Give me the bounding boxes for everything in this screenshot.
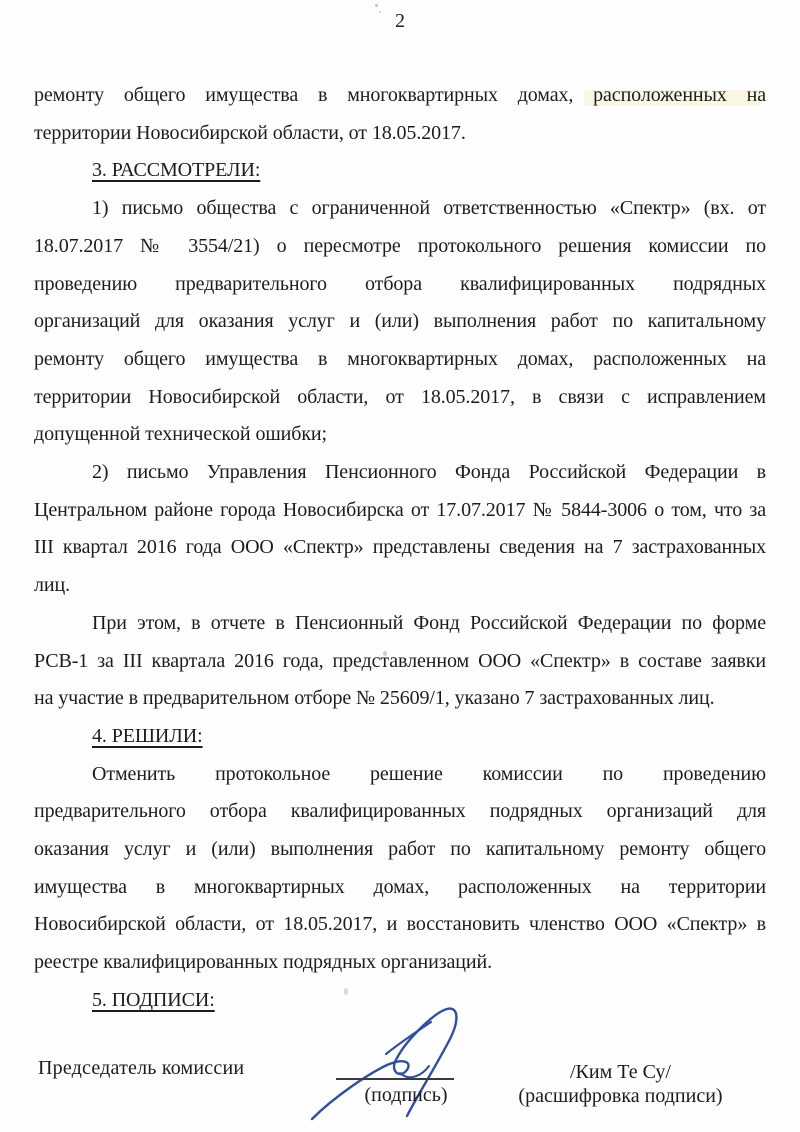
section-heading-line: [34, 718, 766, 756]
paragraph-line: территории Новосибирской области, от 18.05.2017.: [34, 121, 466, 144]
paragraph-line: Новосибирской области, от 18.05.2017, и восстановить членство ООО «Спектр» в: [34, 913, 766, 936]
section-heading-reshili: 4. РЕШИЛИ:: [92, 724, 203, 747]
signature-line: [336, 1078, 454, 1080]
paragraph-line: ремонту общего имущества в многоквартирных домах, расположенных на: [34, 84, 766, 106]
paragraph-line: Центральном районе города Новосибирска от 17.07.2017 № 5844-3006 о том, что за: [34, 498, 766, 521]
signer-name-caption: (расшифровка подписи): [518, 1085, 723, 1107]
paragraph-line: реестре квалифицированных подрядных организаций.: [34, 951, 492, 974]
paragraph-line: оказания услуг и (или) выполнения работ по капитальному ремонту общего: [34, 838, 766, 861]
paragraph-line: ремонту общего имущества в многоквартирных домах, расположенных на: [34, 347, 766, 370]
scan-artifact: [375, 4, 378, 7]
paragraph-line: территории Новосибирской области, от 18.05.2017, в связи с исправлением: [34, 385, 766, 408]
paragraph-line: допущенной технической ошибки;: [34, 423, 327, 446]
page-number: 2: [395, 10, 405, 32]
paragraph-line: 1) письмо общества с ограниченной ответственностью «Спектр» (вх. от: [92, 197, 766, 220]
signer-name-block: [518, 1060, 723, 1108]
paragraph-line: РСВ-1 за III квартала 2016 года, представленном ООО «Спектр» в составе заявки: [34, 649, 766, 672]
signer-name: /Ким Те Су/: [570, 1061, 671, 1083]
section-heading-line: [34, 982, 766, 1020]
paragraph-line: проведению предварительного отбора квалифицированных подрядных: [34, 272, 766, 295]
paragraph-line: 2) письмо Управления Пенсионного Фонда Российской Федерации в: [92, 461, 766, 484]
paragraph-line: предварительного отбора квалифицированных подрядных организаций для: [34, 800, 766, 823]
section-heading-line: [34, 152, 766, 190]
scan-artifact: [379, 11, 381, 13]
paragraph-line: При этом, в отчете в Пенсионный Фонд Российской Федерации по форме: [92, 611, 766, 634]
paragraph-line: 18.07.2017 № 3554/21) о пересмотре протокольного решения комиссии по: [34, 234, 766, 257]
section-heading-rassmotreli: 3. РАССМОТРЕЛИ:: [92, 159, 261, 182]
paragraph-line: на участие в предварительном отборе № 25609/1, указано 7 застрахованных лиц.: [34, 687, 715, 710]
signer-role-label: Председатель комиссии: [38, 1057, 245, 1079]
signature-caption: (подпись): [364, 1084, 448, 1106]
section-heading-podpisi: 5. ПОДПИСИ:: [92, 988, 215, 1011]
document-body: [0, 77, 800, 1020]
handwritten-signature: [306, 1004, 471, 1126]
paragraph-line: организаций для оказания услуг и (или) выполнения работ по капитальному: [34, 310, 766, 333]
paragraph-line: III квартал 2016 года ООО «Спектр» представлены сведения на 7 застрахованных: [34, 536, 766, 559]
paragraph-line: лиц.: [34, 574, 70, 597]
paragraph-line: Отменить протокольное решение комиссии по проведению: [92, 762, 766, 785]
paragraph-line: имущества в многоквартирных домах, расположенных на территории: [34, 875, 766, 898]
